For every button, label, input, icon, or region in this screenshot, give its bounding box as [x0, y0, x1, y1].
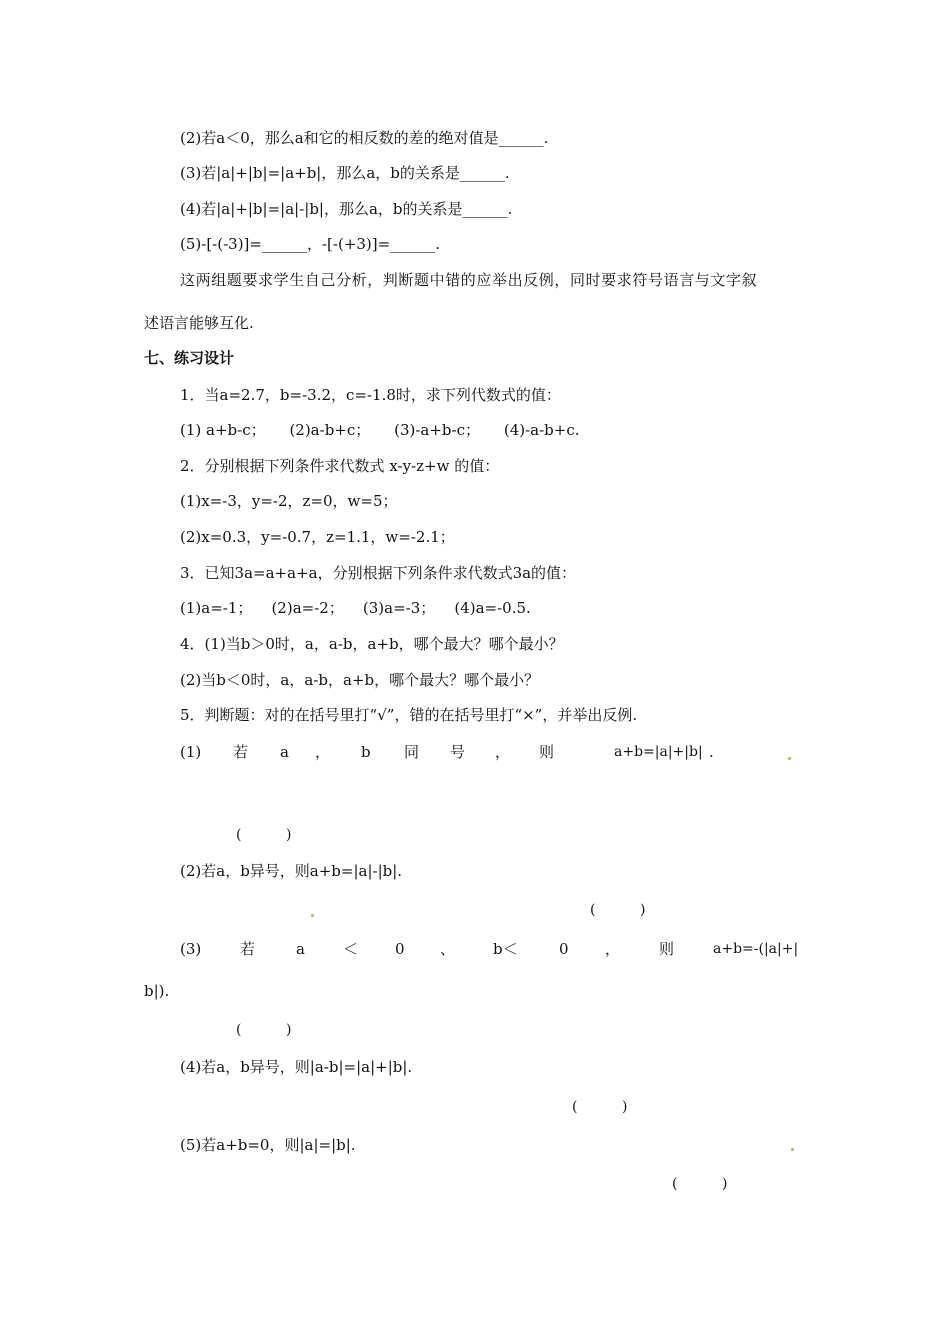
- exercise-3: 3．已知3a=a+a+a，分别根据下列条件求代数式3a的值：: [180, 564, 577, 582]
- exercise-4-2: (2)当b＜0时，a，a-b，a+b，哪个最大？哪个最小？: [180, 671, 540, 689]
- j3-token: a: [296, 940, 305, 958]
- stray-dot: [788, 757, 791, 760]
- j3-token: ，: [605, 940, 621, 958]
- line-q3: (3)若|a|+|b|=|a+b|，那么a，b的关系是______.: [180, 164, 510, 182]
- exercise-4-1: 4．(1)当b＞0时，a，a-b，a+b，哪个最大？哪个最小？: [180, 635, 564, 653]
- exercise-5: 5．判断题：对的在括号里打“√”，错的在括号里打“×”，并举出反例.: [180, 706, 638, 724]
- stray-dot: [311, 914, 314, 917]
- j3-token: a+b=-(|a|+|: [713, 941, 799, 957]
- j3-token: 0: [559, 940, 569, 958]
- exercise-1: 1．当a=2.7，b=-3.2，c=-1.8时，求下列代数式的值：: [180, 386, 561, 404]
- j1-token: ，: [495, 743, 511, 761]
- exercise-3-parts: (1)a=-1； (2)a=-2； (3)a=-3； (4)a=-0.5.: [180, 599, 531, 617]
- j1-token: 号: [450, 743, 466, 761]
- j3-token: ＜: [343, 940, 359, 958]
- j3-token: (3): [180, 940, 202, 958]
- judgment-3-continued: b|).: [144, 982, 170, 1000]
- line-q5: (5)-[-(-3)]=______，-[-(+3)]=______.: [180, 235, 440, 253]
- answer-parens-4: ( ): [572, 1099, 628, 1115]
- exercise-2-1: (1)x=-3，y=-2，z=0，w=5；: [180, 492, 398, 510]
- judgment-4: (4)若a，b异号，则|a-b|=|a|+|b|.: [180, 1058, 413, 1076]
- j1-token: a: [280, 743, 289, 761]
- j1-token: 则: [539, 743, 555, 761]
- j3-token: 0: [395, 940, 405, 958]
- judgment-5: (5)若a+b=0，则|a|=|b|.: [180, 1136, 356, 1154]
- note-line-2: 述语言能够互化.: [144, 314, 254, 332]
- answer-parens-5: ( ): [672, 1176, 728, 1192]
- j1-token: a+b=|a|+|b|: [614, 744, 703, 760]
- answer-parens-3: ( ): [236, 1022, 292, 1038]
- j1-token: (1): [180, 743, 202, 761]
- j3-token: 、: [440, 940, 456, 958]
- section-heading: 七、练习设计: [144, 349, 235, 367]
- exercise-1-parts: (1) a+b-c； (2)a-b+c； (3)-a+b-c； (4)-a-b+c.: [180, 421, 580, 439]
- j1-token: ，: [315, 743, 331, 761]
- j1-token: 若: [233, 743, 249, 761]
- j3-token: 则: [659, 940, 675, 958]
- j3-token: 若: [240, 940, 256, 958]
- line-q2: (2)若a＜0，那么a和它的相反数的差的绝对值是______.: [180, 129, 549, 147]
- judgment-2: (2)若a，b异号，则a+b=|a|-|b|.: [180, 862, 403, 880]
- line-q4: (4)若|a|+|b|=|a|-|b|，那么a，b的关系是______.: [180, 200, 513, 218]
- answer-parens-2: ( ): [590, 902, 646, 918]
- answer-parens-1: ( ): [236, 827, 292, 843]
- j1-token: .: [709, 743, 714, 761]
- j3-token: b＜: [493, 940, 518, 958]
- stray-dot: [791, 1148, 794, 1151]
- exercise-2-2: (2)x=0.3，y=-0.7，z=1.1，w=-2.1；: [180, 528, 455, 546]
- note-line-1: 这两组题要求学生自己分析，判断题中错的应举出反例，同时要求符号语言与文字叙: [180, 271, 758, 289]
- j1-token: 同: [404, 743, 420, 761]
- j1-token: b: [361, 743, 371, 761]
- exercise-2: 2．分别根据下列条件求代数式 x-y-z+w 的值：: [180, 457, 500, 475]
